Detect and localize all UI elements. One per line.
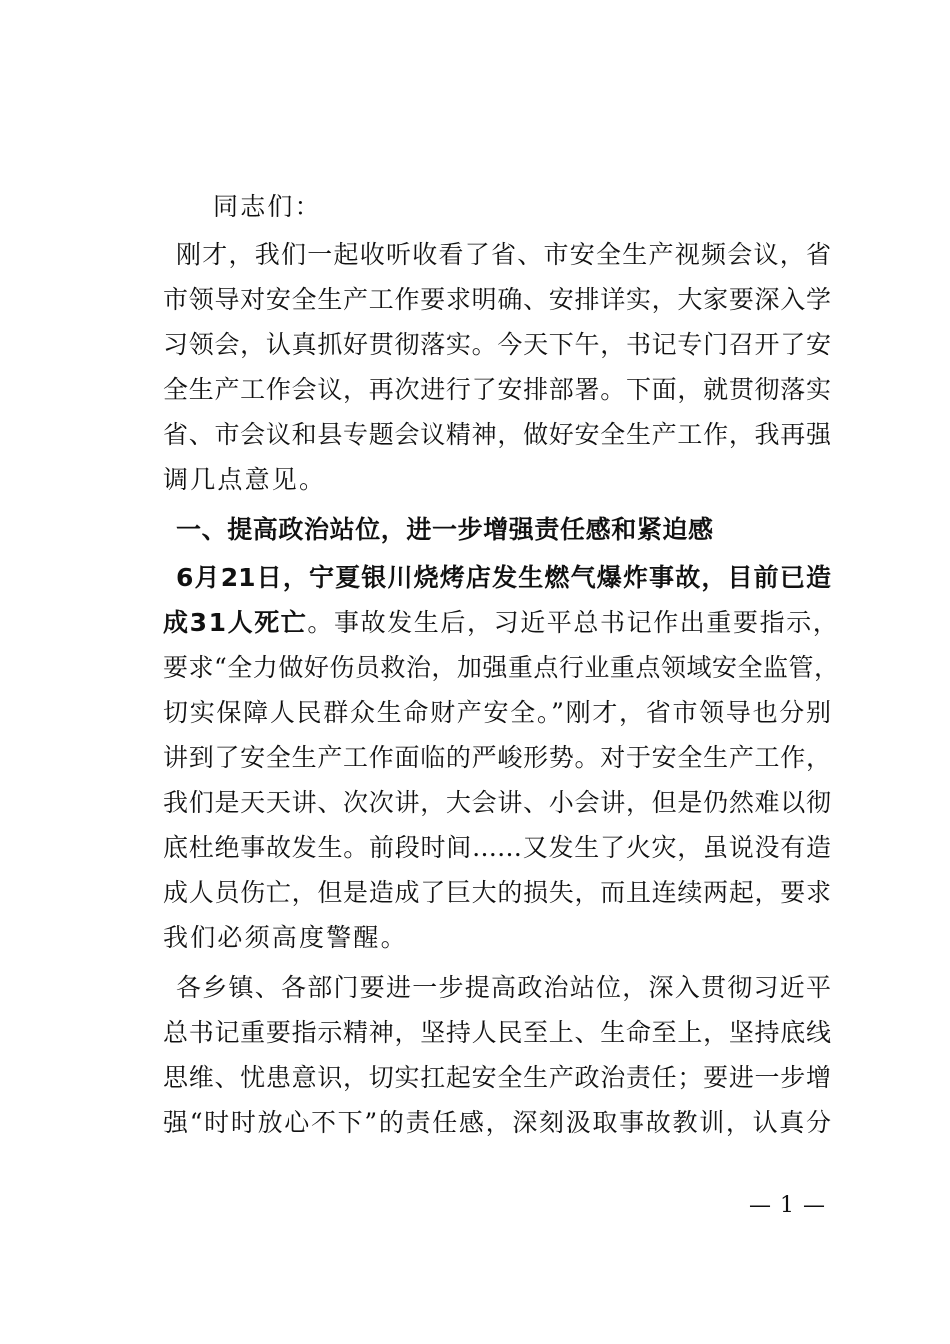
- page-number: — 1 —: [749, 1193, 826, 1218]
- para2-line-9: 我们必须高度警醒。: [163, 923, 408, 952]
- para2-line-2: [163, 608, 839, 638]
- para1-line-6: 调几点意见。: [163, 465, 327, 494]
- para2-line-8: 成人员伤亡，但是造成了巨大的损失，而且连续两起，要求: [163, 878, 831, 907]
- para2-line-1: 6月21日，宁夏银川烧烤店发生燃气爆炸事故，目前已造: [176, 563, 831, 592]
- para2-line-5: 讲到了安全生产工作面临的严峻形势。对于安全生产工作，: [163, 743, 831, 772]
- salutation: 同志们：: [213, 192, 322, 221]
- para1-line-2: 市领导对安全生产工作要求明确、安排详实，大家要深入学: [163, 285, 831, 314]
- para1-line-5: 省、市会议和县专题会议精神，做好安全生产工作，我再强: [163, 420, 831, 449]
- section-heading-1: 一、提高政治站位，进一步增强责任感和紧迫感: [176, 515, 714, 544]
- para2-line-6: 我们是天天讲、次次讲，大会讲、小会讲，但是仍然难以彻: [163, 788, 831, 817]
- para1-line-1: 刚才，我们一起收听收看了省、市安全生产视频会议，省: [176, 240, 831, 269]
- para3-line-4: 强“时时放心不下”的责任感，深刻汲取事故教训，认真分: [163, 1108, 831, 1137]
- para2-line-4: 切实保障人民群众生命财产安全。”刚才，省市领导也分别: [163, 698, 831, 727]
- para1-line-4: 全生产工作会议，再次进行了安排部署。下面，就贯彻落实: [163, 375, 831, 404]
- para3-line-3: 思维、忧患意识，切实扛起安全生产政治责任；要进一步增: [163, 1063, 831, 1092]
- para3-line-1: 各乡镇、各部门要进一步提高政治站位，深入贯彻习近平: [176, 973, 831, 1002]
- para2-line-7: 底杜绝事故发生。前段时间……又发生了火灾，虽说没有造: [163, 833, 831, 862]
- para2-line-2-bold: 成31人死亡: [163, 608, 308, 637]
- para2-line-3: 要求“全力做好伤员救治，加强重点行业重点领域安全监管，: [163, 653, 839, 682]
- para1-line-3: 习领会，认真抓好贯彻落实。今天下午，书记专门召开了安: [163, 330, 831, 359]
- para3-line-2: 总书记重要指示精神，坚持人民至上、生命至上，坚持底线: [163, 1018, 831, 1047]
- para2-line-2-rest: 。事故发生后，习近平总书记作出重要指示，: [307, 608, 840, 637]
